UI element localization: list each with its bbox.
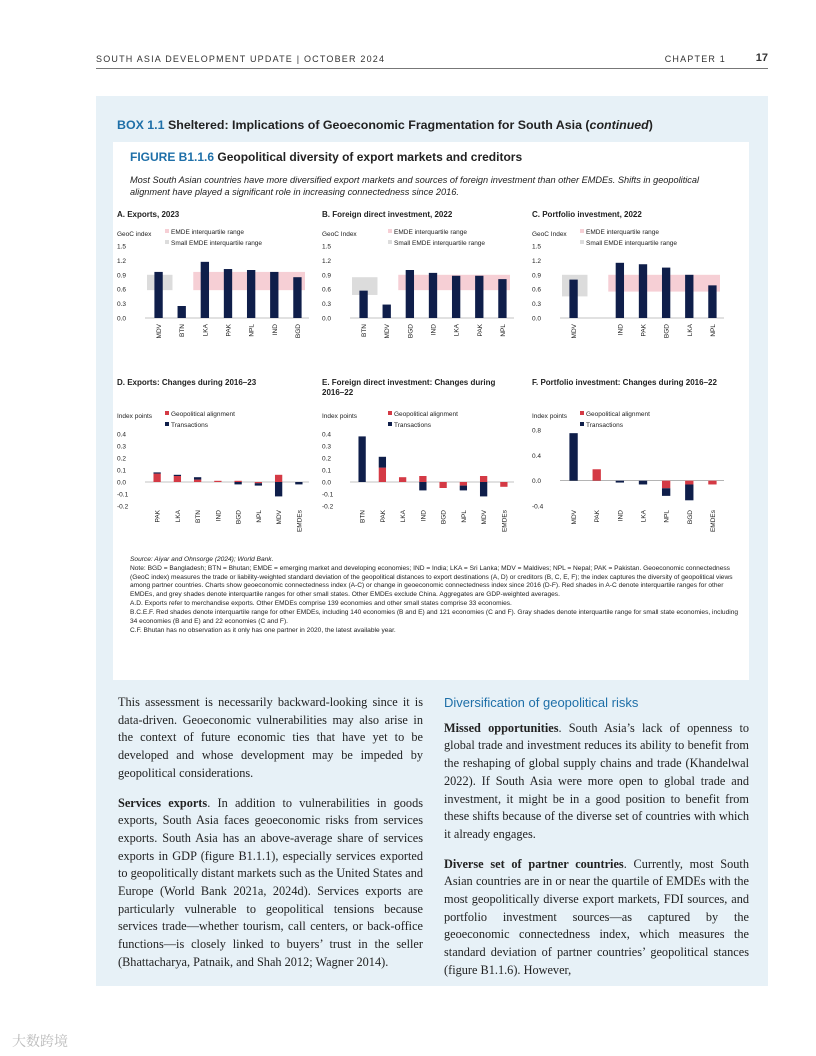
chart-svg	[113, 210, 323, 370]
right-p2-text: . Currently, most South Asian countries are in or near the quartile of EMDEs with the most geopolitically diverse export markets, FDI sources, and portfolio investment sources—as captured by the geoeconomic connectedness index, which measures the standard deviation of partner countries’ geopolitical stances (figure B1.1.6). However,	[444, 856, 749, 977]
legend-label: Geopolitical alignment	[171, 411, 235, 418]
chart-title: C. Portfolio investment, 2022	[532, 210, 642, 219]
section-heading: Diversification of geopolitical risks	[444, 695, 639, 710]
y-axis-label: Index points	[117, 413, 153, 420]
bar-geopolitical-bgd	[439, 482, 446, 488]
legend-label: Geopolitical alignment	[586, 411, 650, 418]
left-paragraph-1: This assessment is necessarily backward-looking since it is data-driven. Geoeconomic vulnerabilities may also arise in the context of future economic ties that have yet to be developed and whose development may be impeded by geopolitical considerations.	[118, 695, 423, 780]
bar-transactions-bgd	[685, 484, 693, 500]
x-tick-label: MDV	[276, 510, 284, 525]
bar-pak	[475, 276, 483, 318]
y-tick-label: 0.2	[322, 455, 332, 463]
legend-swatch	[165, 422, 169, 426]
legend-label: Small EMDE interquartile range	[394, 240, 486, 247]
x-tick-label: IND	[617, 324, 625, 336]
left-p2-lead: Services exports	[118, 795, 208, 810]
legend-swatch	[580, 240, 584, 244]
page-header	[96, 52, 768, 68]
bar-btn	[359, 291, 367, 318]
x-tick-label: PAK	[379, 510, 387, 523]
bar-geopolitical-emdes	[500, 482, 507, 487]
figure-label: FIGURE B1.1.6	[130, 150, 215, 164]
chart-panel-c	[528, 210, 738, 370]
x-tick-label: NPL	[663, 510, 671, 523]
legend-swatch	[165, 240, 169, 244]
y-tick-label: 1.2	[322, 257, 332, 265]
bar-ind	[616, 263, 624, 318]
figure-subtitle: Most South Asian countries have more diversified export markets and sources of foreign investment than other EMDEs. Shifts in geopolitical alignment have played a significant role in increasing connectedness since 2016.	[130, 175, 700, 197]
bar-transactions-mdv	[480, 482, 487, 496]
chart-svg	[318, 378, 528, 548]
bar-bgd	[406, 270, 414, 318]
box-title-end: )	[648, 118, 653, 132]
x-tick-label: BGD	[663, 324, 671, 339]
notes-source: Source: Aiyar and Ohnsorge (2024); World Bank.	[130, 556, 274, 563]
chart-svg	[113, 378, 323, 548]
legend-label: Transactions	[586, 422, 623, 429]
bar-transactions-npl	[460, 486, 467, 491]
bar-bgd	[293, 277, 301, 318]
y-tick-label: 0.9	[322, 272, 332, 280]
chart-title: F. Portfolio investment: Changes during 2016–22	[532, 378, 717, 387]
figure-panel	[113, 142, 749, 680]
bar-transactions-lka	[174, 475, 181, 476]
y-axis-label: GeoC index	[117, 231, 152, 238]
y-tick-label: 0.6	[117, 286, 127, 294]
notes-ad: A.D. Exports refer to merchandise exports. Other EMDEs comprise 139 economies and other small states comprise 33 economies.	[130, 599, 512, 607]
legend-label: EMDE interquartile range	[171, 229, 244, 236]
left-column	[118, 694, 423, 984]
x-tick-label: MDV	[156, 324, 164, 339]
bar-transactions-mdv	[569, 433, 577, 481]
notes-cf: C.F. Bhutan has no observation as it only has one partner in 2020, the latest available year.	[130, 626, 396, 634]
bar-lka	[201, 262, 209, 318]
bar-geopolitical-mdv	[275, 475, 282, 482]
bar-transactions-npl	[662, 488, 670, 496]
right-p2-lead: Diverse set of partner countries	[444, 856, 624, 871]
y-tick-label: -0.1	[322, 491, 334, 499]
x-tick-label: LKA	[202, 324, 210, 337]
x-tick-label: BGD	[686, 510, 694, 525]
x-tick-label: MDV	[481, 510, 489, 525]
legend-label: Transactions	[394, 422, 431, 429]
x-tick-label: NPL	[499, 324, 507, 337]
x-tick-label: EMDEs	[709, 510, 717, 533]
bar-geopolitical-ind	[419, 476, 426, 482]
legend-label: Small EMDE interquartile range	[586, 240, 678, 247]
bar-geopolitical-pak	[153, 474, 160, 482]
bar-transactions-npl	[255, 483, 262, 485]
legend-swatch	[388, 422, 392, 426]
x-tick-label: IND	[271, 324, 279, 336]
legend-label: EMDE interquartile range	[394, 229, 467, 236]
bar-lka	[452, 276, 460, 318]
y-tick-label: 0.8	[532, 427, 542, 435]
x-tick-label: EMDEs	[296, 510, 304, 533]
legend-swatch	[580, 422, 584, 426]
bar-transactions-pak	[153, 472, 160, 473]
legend-label: Small EMDE interquartile range	[171, 240, 263, 247]
chapter-label: CHAPTER 1	[664, 54, 726, 64]
bar-transactions-lka	[639, 481, 647, 485]
x-tick-label: NPL	[460, 510, 468, 523]
bar-mdv	[569, 280, 577, 318]
x-tick-label: LKA	[686, 324, 694, 337]
y-tick-label: 0.0	[532, 478, 542, 486]
bar-geopolitical-mdv	[480, 476, 487, 482]
figure-notes	[130, 556, 742, 636]
y-tick-label: 0.3	[532, 301, 542, 309]
figure-title-text: Geopolitical diversity of export markets and creditors	[217, 150, 523, 164]
x-tick-label: IND	[215, 510, 223, 522]
legend-swatch	[580, 411, 584, 415]
x-tick-label: PAK	[225, 324, 233, 337]
x-tick-label: PAK	[640, 324, 648, 337]
bar-transactions-pak	[379, 457, 386, 468]
bar-geopolitical-npl	[662, 481, 670, 489]
y-tick-label: 0.3	[322, 443, 332, 451]
x-tick-label: EMDEs	[501, 510, 509, 533]
bar-pak	[639, 264, 647, 318]
y-tick-label: 0.6	[322, 286, 332, 294]
box-title-text: Sheltered: Implications of Geoeconomic Fragmentation for South Asia (	[167, 118, 590, 132]
y-tick-label: 1.5	[322, 243, 332, 251]
header-rule	[96, 68, 768, 69]
y-tick-label: -0.2	[117, 503, 129, 511]
x-tick-label: PAK	[154, 510, 162, 523]
legend-swatch	[580, 229, 584, 233]
y-tick-label: 0.4	[532, 452, 542, 460]
bar-geopolitical-bgd	[234, 481, 241, 482]
bar-npl	[708, 285, 716, 318]
bar-geopolitical-lka	[174, 476, 181, 482]
x-tick-label: MDV	[571, 510, 579, 525]
bar-ind	[429, 273, 437, 318]
y-axis-label: Index points	[322, 413, 358, 420]
bar-geopolitical-emdes	[708, 481, 716, 485]
bar-geopolitical-bgd	[685, 481, 693, 485]
y-tick-label: 0.3	[322, 301, 332, 309]
x-tick-label: LKA	[174, 510, 182, 523]
bar-btn	[178, 306, 186, 318]
box-label: BOX 1.1	[117, 118, 165, 132]
x-tick-label: BGD	[294, 324, 302, 339]
bar-geopolitical-ind	[214, 481, 221, 482]
bar-geopolitical-npl	[255, 482, 262, 483]
y-tick-label: 0.9	[117, 272, 127, 280]
chart-title: D. Exports: Changes during 2016–23	[117, 378, 257, 387]
bar-transactions-btn	[194, 477, 201, 479]
x-tick-label: IND	[420, 510, 428, 522]
y-tick-label: 1.5	[117, 243, 127, 251]
legend-swatch	[388, 240, 392, 244]
legend-swatch	[165, 411, 169, 415]
y-tick-label: 0.3	[117, 443, 127, 451]
x-tick-label: BTN	[195, 510, 203, 523]
chart-svg	[528, 210, 738, 370]
y-tick-label: 0.4	[117, 431, 127, 439]
right-paragraph-1	[444, 720, 749, 844]
box-title-italic: continued	[589, 118, 649, 132]
legend-label: Geopolitical alignment	[394, 411, 458, 418]
x-tick-label: BGD	[407, 324, 415, 339]
y-tick-label: 0.9	[532, 272, 542, 280]
page-number: 17	[755, 52, 768, 64]
bar-lka	[685, 275, 693, 318]
bar-npl	[247, 270, 255, 318]
bar-transactions-bgd	[234, 482, 241, 484]
chart-title: A. Exports, 2023	[117, 210, 180, 219]
legend-label: Transactions	[171, 422, 208, 429]
x-tick-label: NPL	[709, 324, 717, 337]
legend-swatch	[388, 229, 392, 233]
x-tick-label: NPL	[255, 510, 263, 523]
y-tick-label: 0.0	[532, 315, 542, 323]
running-title: SOUTH ASIA DEVELOPMENT UPDATE | OCTOBER 2024	[96, 54, 386, 64]
chart-panel-f	[528, 378, 738, 548]
chart-panel-b	[318, 210, 528, 370]
x-tick-label: PAK	[476, 324, 484, 337]
bar-geopolitical-pak	[379, 468, 386, 482]
x-tick-label: LKA	[453, 324, 461, 337]
box-title	[117, 118, 653, 132]
x-tick-label: MDV	[571, 324, 579, 339]
notes-note: Note: BGD = Bangladesh; BTN = Bhutan; EMDE = emerging market and developing economies; IND = India; LKA = Sri Lanka; MDV = Maldives; NPL = Nepal; PAK = Pakistan. Geoeconomic connectedness (GeoC index) measures the trade or liability-weighted standard deviation of the geopolitical distances to export destinations (A, D) or creditors (B, C, E, F); the index captures the diversity of geopolitical views among partner countries. Charts show geoeconomic connectedness index (A-C) or change in geoeconomic connectedness index since 2016 (D-F). Red shades in A-C denote interquartile ranges for other EMDEs, and grey shades denote interquartile ranges for other small states. Other EMDEs exclude China. Aggregates are GDP-weighted averages.	[130, 565, 733, 598]
x-tick-label: BTN	[361, 324, 369, 337]
x-tick-label: PAK	[594, 510, 602, 523]
bar-mdv	[383, 305, 391, 318]
y-tick-label: 1.5	[532, 243, 542, 251]
right-p1-lead: Missed opportunities	[444, 720, 559, 735]
bar-geopolitical-btn	[194, 480, 201, 482]
x-tick-label: BTN	[179, 324, 187, 337]
bar-transactions-emdes	[295, 482, 302, 484]
bar-bgd	[662, 268, 670, 318]
watermark: 大数跨境	[12, 1033, 68, 1049]
y-tick-label: 0.0	[117, 315, 127, 323]
chart-title: E. Foreign direct investment: Changes during 2016–22	[322, 378, 496, 397]
bar-transactions-ind	[419, 482, 426, 490]
x-tick-label: LKA	[640, 510, 648, 523]
y-tick-label: 0.1	[322, 467, 332, 475]
y-axis-label: GeoC Index	[322, 231, 357, 238]
chart-title: B. Foreign direct investment, 2022	[322, 210, 453, 219]
y-tick-label: -0.1	[117, 491, 129, 499]
y-tick-label: 0.0	[322, 315, 332, 323]
y-tick-label: 0.4	[322, 431, 332, 439]
bar-geopolitical-pak	[593, 469, 601, 480]
chart-svg	[318, 210, 528, 370]
right-paragraph-2	[444, 856, 749, 980]
x-tick-label: NPL	[248, 324, 256, 337]
y-axis-label: GeoC Index	[532, 231, 567, 238]
bar-geopolitical-npl	[460, 482, 467, 486]
y-tick-label: 0.2	[117, 455, 127, 463]
y-tick-label: 0.0	[322, 479, 332, 487]
x-tick-label: BGD	[440, 510, 448, 525]
y-tick-label: 1.2	[532, 257, 542, 265]
right-p1-text: . South Asia’s lack of openness to global trade and investment reduces its ability to benefit from the reshaping of global supply chains and trade (Khandelwal 2022). If South Asia were more open to global trade and investment, it might be in a good position to benefit from these shifts because of the diverse set of countries with which it already engages.	[444, 720, 750, 841]
y-tick-label: -0.2	[322, 503, 334, 511]
right-column	[444, 694, 749, 992]
y-tick-label: 0.0	[117, 479, 127, 487]
x-tick-label: MDV	[384, 324, 392, 339]
y-tick-label: 0.3	[117, 301, 127, 309]
bar-npl	[498, 279, 506, 318]
x-tick-label: IND	[617, 510, 625, 522]
chart-panel-a	[113, 210, 323, 370]
y-tick-label: 1.2	[117, 257, 127, 265]
legend-swatch	[165, 229, 169, 233]
x-tick-label: BGD	[235, 510, 243, 525]
bar-geopolitical-lka	[399, 477, 406, 482]
y-tick-label: 0.6	[532, 286, 542, 294]
left-p2-text: . In addition to vulnerabilities in goods exports, South Asia faces geoeconomic risks from services exports. South Asia has an above-average share of services exports in GDP (figure B1.1.1), especially services exported to geopolitically distant markets such as the United States and Europe (World Bank 2021a, 2024d). Services exports are particularly vulnerable to geopolitical tensions because services trade—whether tourism, call centers, or back-office functions—is closely linked to buyers’ trust in the seller (Bhattacharya, Patnaik, and Shah 2012; Wagner 2014).	[118, 795, 424, 969]
figure-title	[130, 150, 522, 164]
bar-transactions-mdv	[275, 482, 282, 496]
chart-panel-e	[318, 378, 528, 548]
legend-swatch	[388, 411, 392, 415]
x-tick-label: LKA	[400, 510, 408, 523]
x-tick-label: BTN	[359, 510, 367, 523]
bar-transactions-ind	[616, 481, 624, 483]
bar-transactions-btn	[358, 436, 365, 482]
notes-bcef: B.C.E.F. Red shades denote interquartile range for other EMDEs, including 140 economies (B and E) and 121 economies (C and F). Gray shades denote interquartile range for small state economies, including 34 economies (B and E) and 22 economies (C and F).	[130, 609, 739, 625]
y-tick-label: 0.1	[117, 467, 127, 475]
bar-ind	[270, 272, 278, 318]
chart-svg	[528, 378, 738, 548]
legend-label: EMDE interquartile range	[586, 229, 659, 236]
y-tick-label: -0.4	[532, 503, 544, 511]
bar-pak	[224, 269, 232, 318]
bar-mdv	[154, 272, 162, 318]
x-tick-label: IND	[430, 324, 438, 336]
y-axis-label: Index points	[532, 413, 568, 420]
chart-panel-d	[113, 378, 323, 548]
left-paragraph-2	[118, 795, 423, 972]
